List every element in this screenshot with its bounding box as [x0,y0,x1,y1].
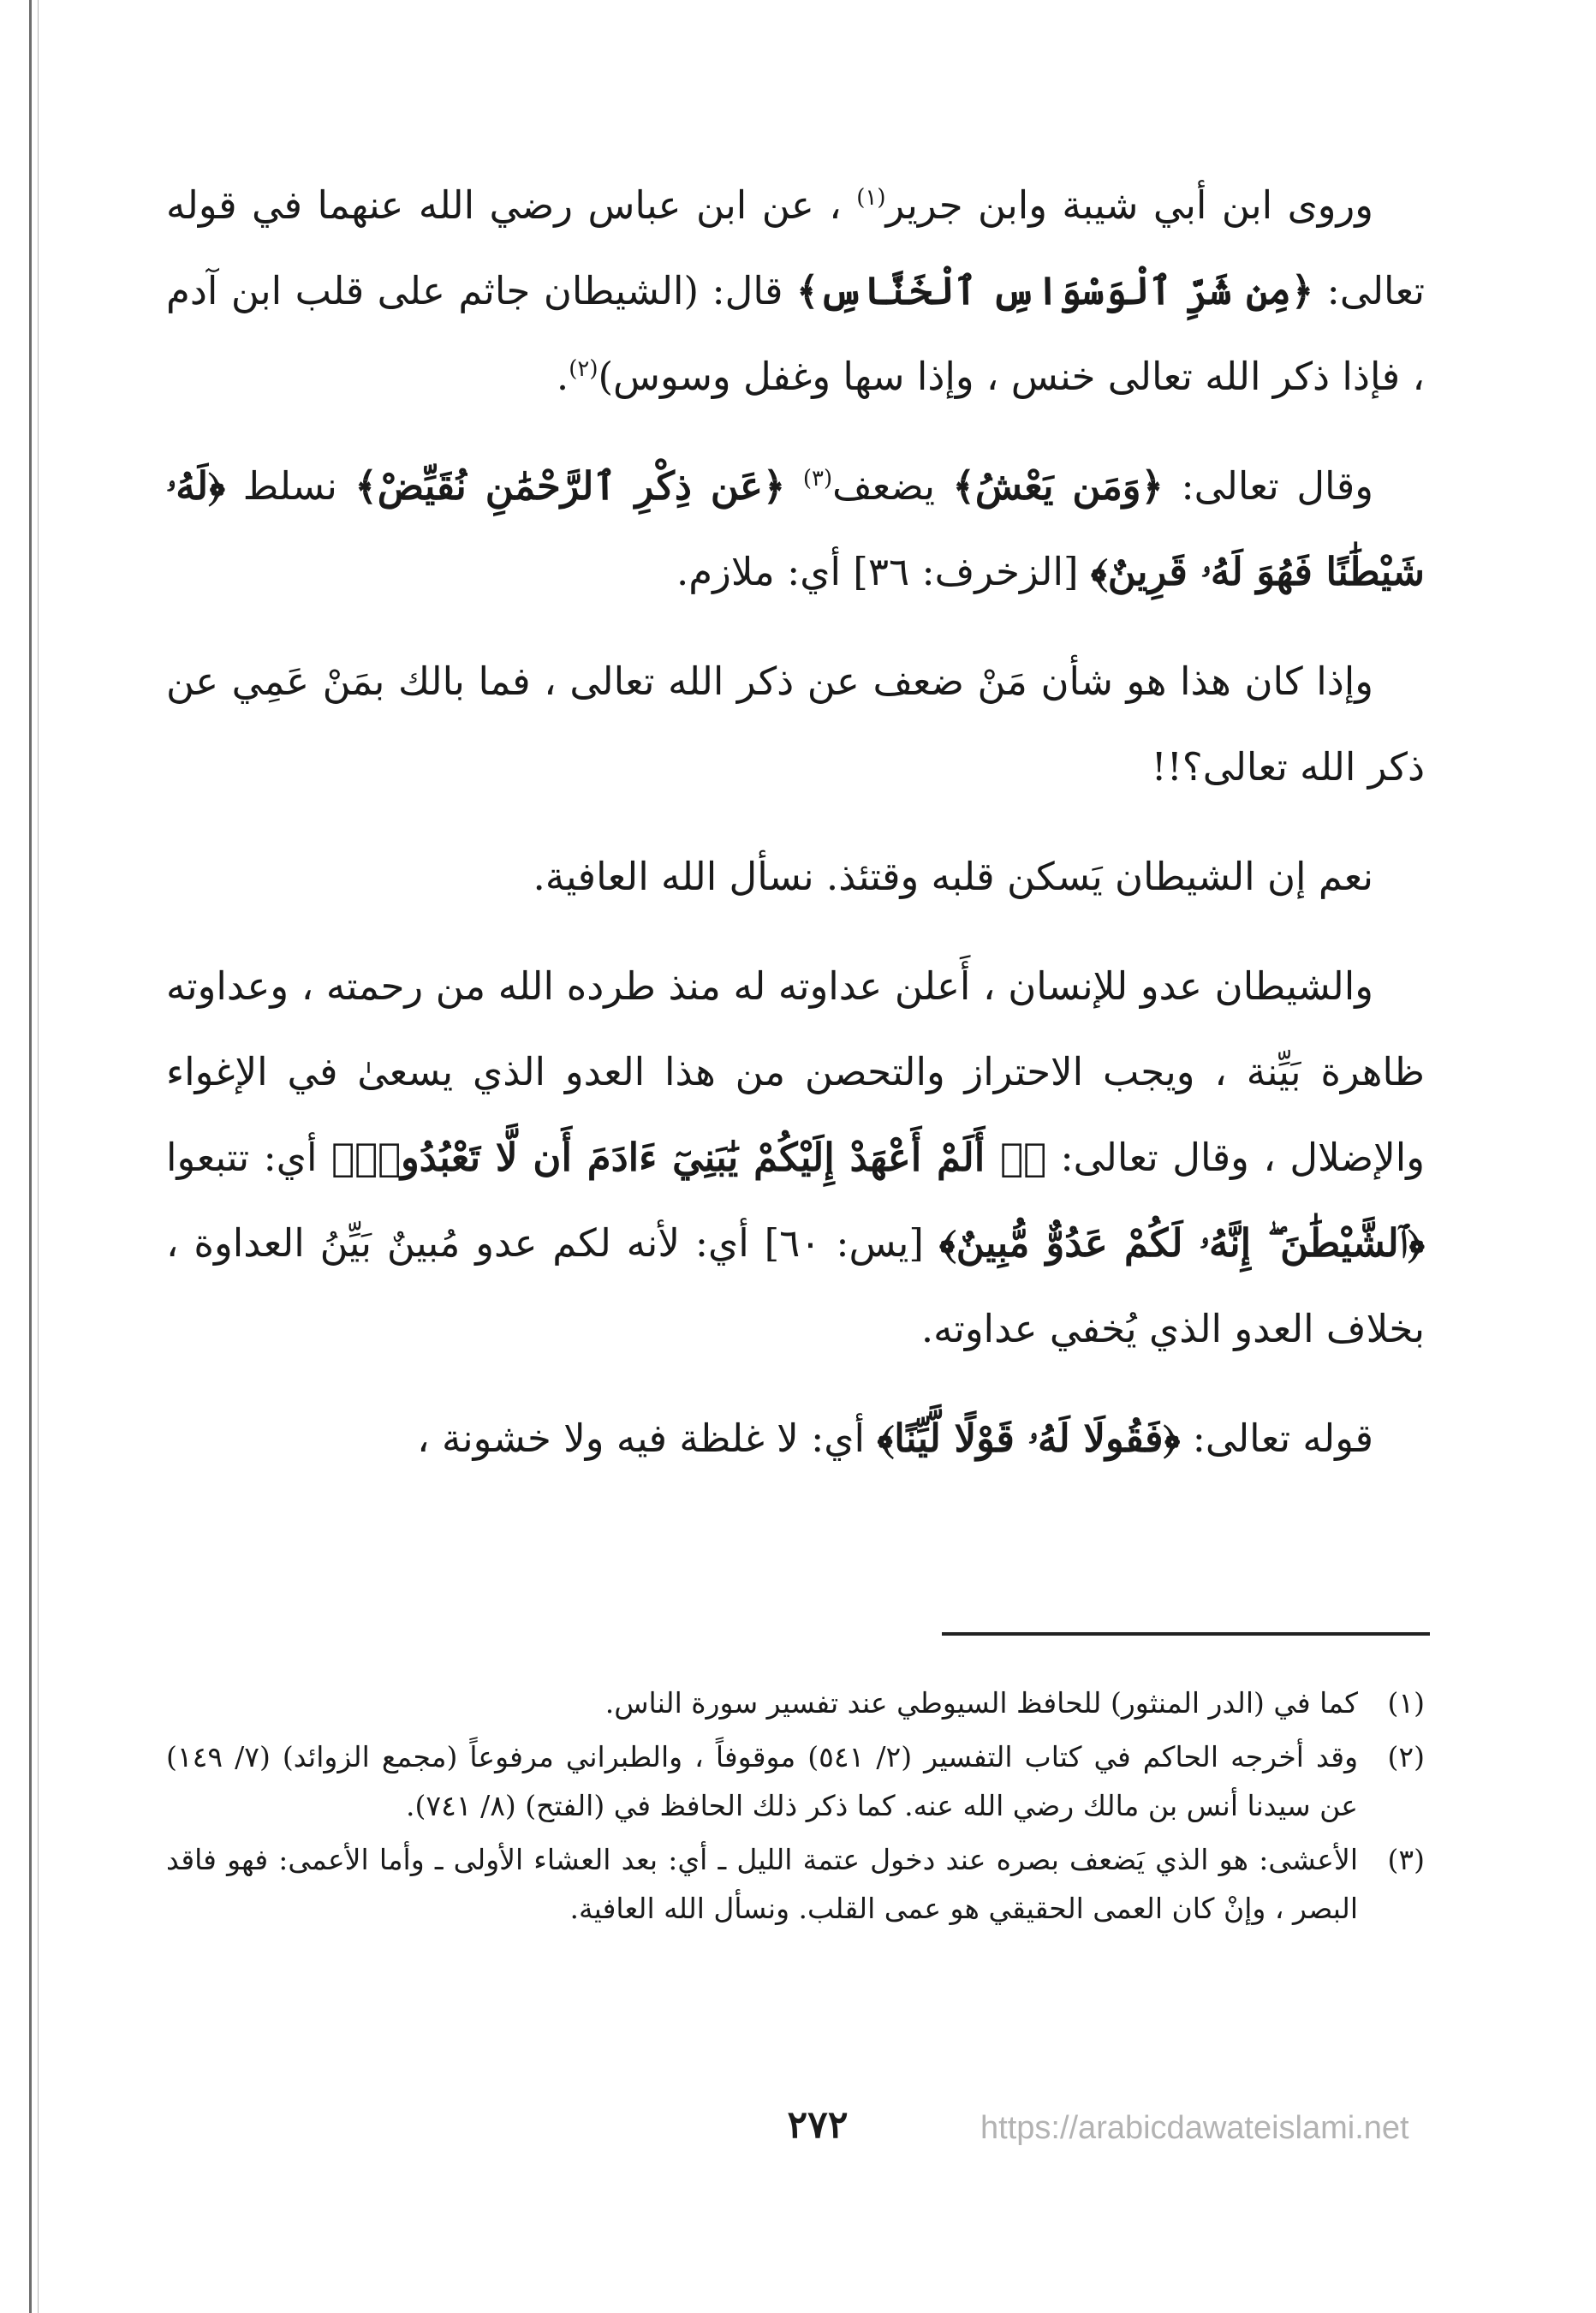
main-text-body [166,163,1425,1505]
text-segment: ، عن ابن عباس رضي الله عنهما في قوله تعالى: [166,182,1425,313]
watermark-url: https://arabicdawateislami.net [980,2110,1409,2146]
paragraph [166,163,1425,420]
page-number: ٢٧٢ [787,2103,849,2147]
quran-verse: ﴿لَهُۥ شَيْطَٰنًا فَهُوَ لَهُۥ قَرِينٌ﴾ [166,463,1425,594]
footnote-number: (٣) [1387,1843,1425,1876]
footnote-text: وقد أخرجه الحاكم في كتاب التفسير (٢/ ٥٤١) موقوفاً ، والطبراني مرفوعاً (مجمع الزوائد) (٧/ ١٤٩) عن سيدنا أنس بن مالك رضي الله عنه. كما ذكر ذلك الحافظ في (الفتح) (٨/ ٧٤١). [166,1740,1359,1822]
footnote [166,1732,1425,1830]
footnote-reference: (٢) [569,356,598,382]
footnote-text: الأعشى: هو الذي يَضعف بصره عند دخول عتمة الليل ـ أي: بعد العشاء الأولى ـ وأما الأعمى: فهو فاقد البصر ، وإنْ كان العمى الحقيقي هو عمى القلب. ونسأل الله العافية. [166,1843,1358,1925]
footnote-reference: (١) [856,185,886,211]
quran-verse: ﴿۞ أَلَمْ أَعْهَدْ إِلَيْكُمْ يَٰبَنِيٓ ءَادَمَ أَن لَّا تَعْبُدُوا۟﴾ [331,1135,1047,1180]
footnote-number: (١) [1387,1686,1425,1720]
text-segment: وإذا كان هذا هو شأن مَنْ ضعف عن ذكر الله تعالى ، فما بالك بمَنْ عَمِي عن ذكر الله تعالى؟!! [166,659,1425,790]
text-segment: . [556,354,569,399]
text-segment: يضعف [832,463,953,509]
scan-edge-line-inner [38,0,39,2313]
text-segment: والشيطان عدو للإنسان ، أَعلن عداوته له منذ طرده الله من رحمته ، وعداوته ظاهرة بَيِّنة ، ويجب الاحتراز والتحصن من هذا العدو الذي يسعىٰ في الإغواء والإضلال ، وقال تعالى: [166,963,1425,1180]
text-segment [785,463,803,509]
quran-verse: ﴿ٱلشَّيْطَٰنَ ۖ إِنَّهُۥ لَكُمْ عَدُوٌّ مُّبِينٌ﴾ [938,1220,1425,1266]
scan-edge-line [29,0,32,2313]
footnotes-section [166,1678,1425,1938]
quran-verse: ﴿فَقُولَا لَهُۥ قَوْلًا لَّيِّنًا﴾ [877,1416,1181,1461]
quran-verse: ﴿وَمَن يَعْشُ﴾ [952,463,1164,509]
text-segment: وروى ابن أبي شيبة وابن جرير [885,182,1373,228]
text-segment: أي: تتبعوا [166,1135,331,1180]
quran-verse: ﴿عَن ذِكْرِ ٱلرَّحْمَٰنِ نُقَيِّضْ﴾ [354,463,786,509]
text-segment: قال: (الشيطان جاثم على قلب ابن آدم ، فإذا ذكر الله تعالى خنس ، وإذا سها وغفل وسوس) [166,268,1425,399]
paragraph [166,1396,1425,1481]
footnote [166,1835,1425,1933]
paragraph [166,944,1425,1372]
text-segment: وقال تعالى: [1163,463,1373,509]
text-segment: نسلط [225,463,355,509]
footnote [166,1678,1425,1727]
footnote-number: (٢) [1387,1740,1425,1773]
paragraph [166,444,1425,615]
footnote-text: كما في (الدر المنثور) للحافظ السيوطي عند تفسير سورة الناس. [604,1686,1358,1720]
footnote-reference: (٣) [802,466,833,492]
text-segment: قوله تعالى: [1180,1416,1373,1461]
footnote-separator [942,1632,1430,1636]
text-segment: [يس: ٦٠] أي: لأنه لكم عدو مُبينٌ بَيِّنُ العداوة ، بخلاف العدو الذي يُخفي عداوته. [166,1220,1425,1351]
paragraph [166,834,1425,920]
text-segment: أي: لا غلظة فيه ولا خشونة ، [417,1416,878,1461]
quran-verse: ﴿مِن شَرِّ ٱلْوَسْوَاسِ ٱلْخَنَّاسِ﴾ [796,268,1314,313]
text-segment: [الزخرف: ٣٦] أي: ملازم. [676,549,1091,594]
text-segment: نعم إن الشيطان يَسكن قلبه وقتئذ. نسأل الله العافية. [533,854,1373,899]
paragraph [166,639,1425,810]
